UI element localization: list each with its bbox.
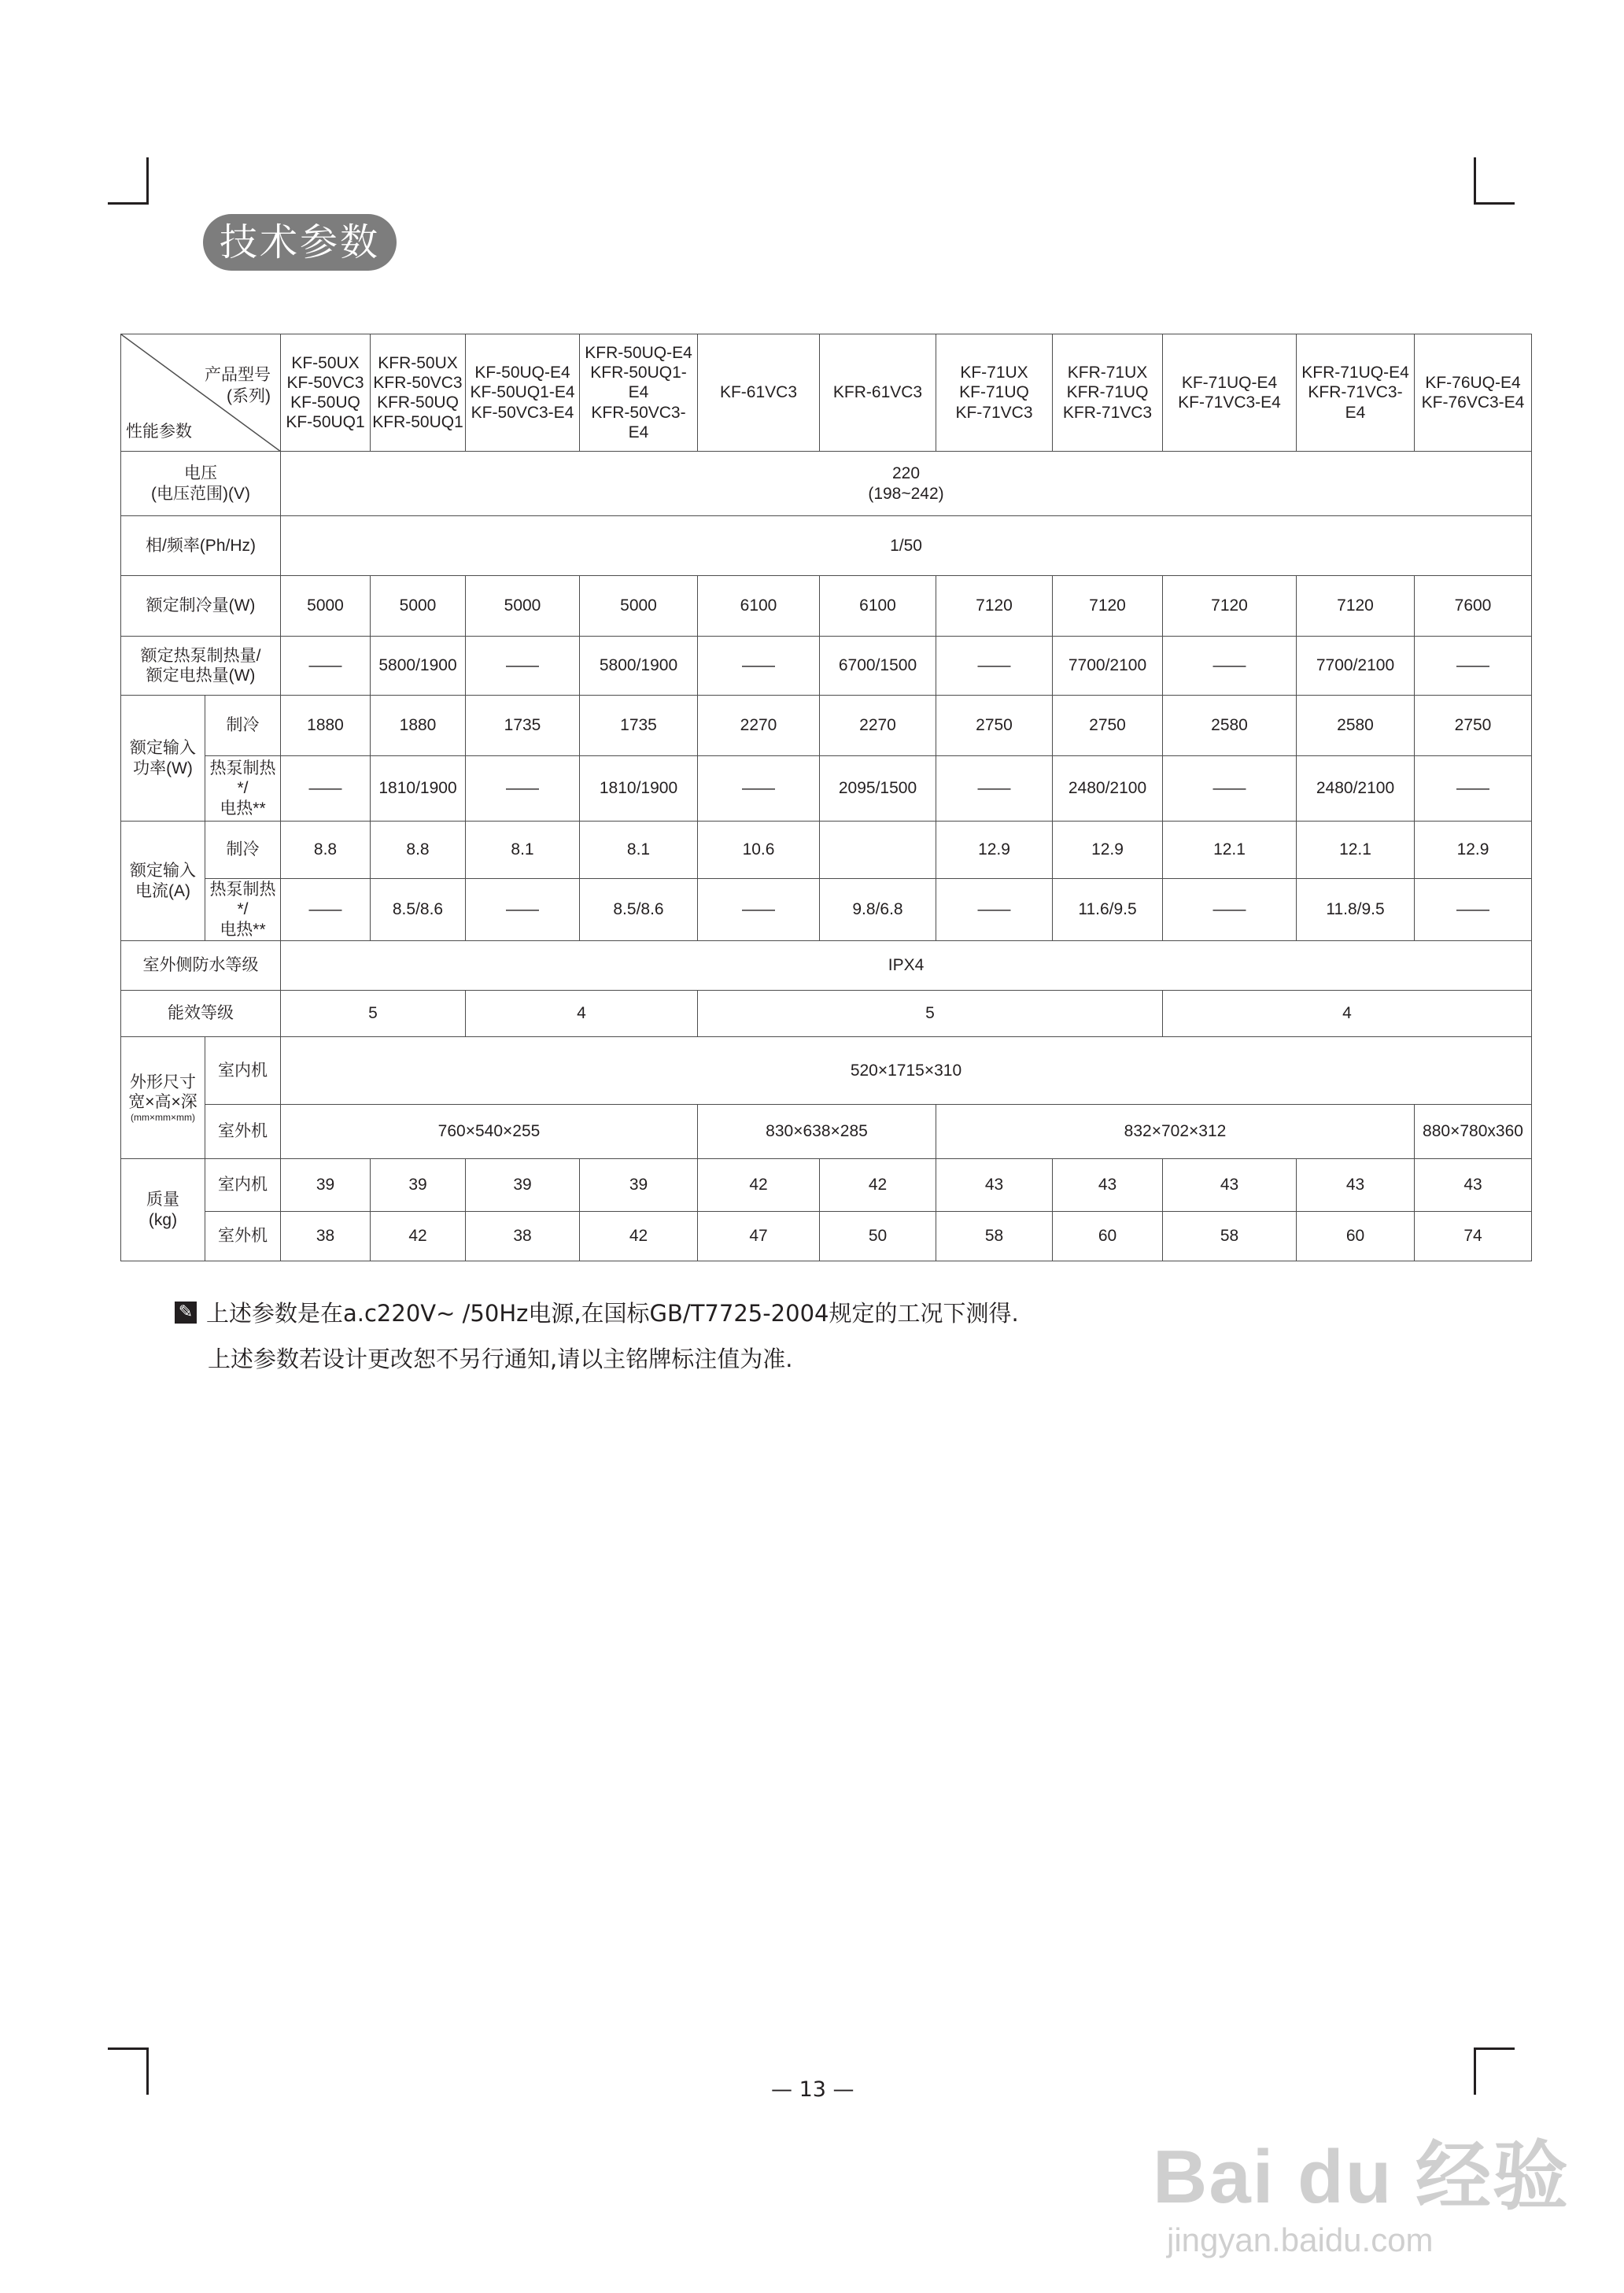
energy-grade-label: 能效等级 [121,991,281,1037]
model-cell: KF-50UQ-E4 KF-50UQ1-E4 KF-50VC3-E4 [466,334,580,452]
weight-outdoor-label: 室外机 [205,1212,281,1261]
weight-indoor-cell: 43 [1415,1159,1532,1212]
cooling-capacity-label: 额定制冷量(W) [121,576,281,637]
input-power-cool-cell: 2750 [936,696,1053,756]
weight-outdoor-cell: 60 [1053,1212,1163,1261]
input-power-cool-cell: 2270 [820,696,936,756]
heating-capacity-cell: 5800/1900 [580,637,698,696]
cooling-capacity-cell: 5000 [281,576,371,637]
note-line-1: ✎ 上述参数是在a.c220V~ /50Hz电源,在国标GB/T7725-2004规定的工况下测得. [175,1291,1019,1336]
cooling-capacity-cell: 7120 [1297,576,1415,637]
voltage-row [121,452,1532,516]
input-current-cool-cell: 12.1 [1163,822,1297,879]
input-power-cool-label: 制冷 [205,696,281,756]
input-current-heat-cell: —— [466,879,580,941]
watermark-brand: Bai du 经验 [1153,2135,1570,2219]
weight-outdoor-cell: 74 [1415,1212,1532,1261]
input-current-heat-cell: —— [698,879,820,941]
cooling-capacity-cell: 7120 [1053,576,1163,637]
energy-grade-cell: 4 [466,991,698,1037]
waterproof-label: 室外侧防水等级 [121,941,281,991]
heating-capacity-label: 额定热泵制热量/ 额定电热量(W) [121,637,281,696]
input-power-heat-cell: 1810/1900 [371,756,466,822]
input-power-heat-row [121,756,1532,822]
model-cell: KF-61VC3 [698,334,820,452]
waterproof-row [121,941,1532,991]
heating-capacity-cell: 7700/2100 [1297,637,1415,696]
cooling-capacity-cell: 7600 [1415,576,1532,637]
crop-mark-top-right-h [1474,202,1515,205]
corner-performance: 性能参数 [126,422,192,441]
voltage-label: 电压 (电压范围)(V) [121,452,281,516]
cooling-capacity-cell: 5000 [466,576,580,637]
weight-indoor-cell: 39 [580,1159,698,1212]
input-current-heat-cell: —— [1163,879,1297,941]
notes [175,1291,1019,1382]
input-power-heat-cell: —— [936,756,1053,822]
weight-indoor-row [121,1159,1532,1212]
heating-capacity-row [121,637,1532,696]
input-power-heat-cell: —— [281,756,371,822]
weight-indoor-cell: 43 [1163,1159,1297,1212]
weight-outdoor-cell: 42 [371,1212,466,1261]
heating-capacity-cell: —— [936,637,1053,696]
heating-capacity-cell: —— [698,637,820,696]
weight-indoor-cell: 43 [1297,1159,1415,1212]
cooling-capacity-cell: 5000 [580,576,698,637]
crop-mark-bottom-right-v [1474,2047,1476,2095]
dimensions-outdoor-cell: 832×702×312 [936,1105,1415,1159]
dimensions-outdoor-label: 室外机 [205,1105,281,1159]
dimensions-outdoor-cell: 880×780x360 [1415,1105,1532,1159]
input-power-heat-label: 热泵制热*/ 电热** [205,756,281,822]
weight-indoor-cell: 39 [371,1159,466,1212]
input-current-cool-cell: 12.9 [936,822,1053,879]
input-power-cool-cell: 2750 [1053,696,1163,756]
weight-indoor-cell: 43 [936,1159,1053,1212]
input-current-heat-cell: 8.5/8.6 [580,879,698,941]
cooling-capacity-cell: 6100 [698,576,820,637]
input-current-cool-cell: 8.1 [466,822,580,879]
input-power-cool-cell: 1880 [371,696,466,756]
weight-outdoor-row [121,1212,1532,1261]
input-power-cool-cell: 2270 [698,696,820,756]
watermark-url: jingyan.baidu.com [1167,2221,1434,2258]
input-power-cool-row [121,696,1532,756]
input-current-cool-cell: 12.9 [1053,822,1163,879]
model-cell: KF-71UQ-E4 KF-71VC3-E4 [1163,334,1297,452]
model-cell: KFR-71UQ-E4 KFR-71VC3-E4 [1297,334,1415,452]
cooling-capacity-row [121,576,1532,637]
model-row [121,334,1532,452]
input-current-heat-cell: —— [936,879,1053,941]
voltage-value: 220 (198~242) [281,452,1532,516]
spec-table [120,334,1532,1261]
corner-product-model: 产品型号 [205,366,271,384]
weight-indoor-label: 室内机 [205,1159,281,1212]
section-title: 技术参数 [203,214,397,271]
input-current-cool-row [121,822,1532,879]
weight-indoor-cell: 42 [698,1159,820,1212]
input-current-cool-cell: 8.1 [580,822,698,879]
table-corner-header [121,334,281,452]
dimensions-outdoor-cell: 830×638×285 [698,1105,936,1159]
model-cell: KF-76UQ-E4 KF-76VC3-E4 [1415,334,1532,452]
heating-capacity-cell: —— [466,637,580,696]
input-power-cool-cell: 1880 [281,696,371,756]
weight-outdoor-cell: 38 [466,1212,580,1261]
model-cell: KFR-61VC3 [820,334,936,452]
pencil-note-icon: ✎ [175,1302,197,1324]
model-cell: KFR-50UQ-E4 KFR-50UQ1-E4 KFR-50VC3-E4 [580,334,698,452]
input-current-heat-cell: 8.5/8.6 [371,879,466,941]
input-current-heat-row [121,879,1532,941]
input-power-heat-cell: —— [1163,756,1297,822]
heating-capacity-cell: 6700/1500 [820,637,936,696]
note-line-2: 上述参数若设计更改恕不另行通知,请以主铭牌标注值为准. [208,1346,793,1372]
input-current-cool-cell: 8.8 [371,822,466,879]
input-current-heat-cell: 11.8/9.5 [1297,879,1415,941]
input-power-cool-cell: 2580 [1163,696,1297,756]
cooling-capacity-cell: 7120 [936,576,1053,637]
input-current-cool-label: 制冷 [205,822,281,879]
heating-capacity-cell: 5800/1900 [371,637,466,696]
energy-grade-row [121,991,1532,1037]
input-current-cool-cell: 10.6 [698,822,820,879]
heating-capacity-cell: —— [281,637,371,696]
energy-grade-cell: 5 [698,991,1163,1037]
heating-capacity-cell: —— [1415,637,1532,696]
input-current-cool-cell: 8.8 [281,822,371,879]
input-power-cool-cell: 2580 [1297,696,1415,756]
input-power-cool-cell: 1735 [466,696,580,756]
corner-series: (系列) [227,387,271,406]
input-current-cool-cell: 12.9 [1415,822,1532,879]
dimensions-label: 外形尺寸 宽×高×深 (mm×mm×mm) [121,1037,205,1159]
weight-indoor-cell: 43 [1053,1159,1163,1212]
weight-indoor-cell: 39 [466,1159,580,1212]
input-power-cool-cell: 2750 [1415,696,1532,756]
weight-outdoor-cell: 50 [820,1212,936,1261]
input-power-heat-cell: —— [1415,756,1532,822]
weight-outdoor-cell: 38 [281,1212,371,1261]
input-current-label: 额定输入 电流(A) [121,822,205,941]
dimensions-indoor-row [121,1037,1532,1105]
dimensions-indoor-label: 室内机 [205,1037,281,1105]
phase-label: 相/频率(Ph/Hz) [121,516,281,576]
input-current-heat-cell: 9.8/6.8 [820,879,936,941]
dimensions-outdoor-cell: 760×540×255 [281,1105,698,1159]
energy-grade-cell: 4 [1163,991,1532,1037]
weight-outdoor-cell: 58 [936,1212,1053,1261]
model-cell: KF-50UX KF-50VC3 KF-50UQ KF-50UQ1 [281,334,371,452]
model-cell: KF-71UX KF-71UQ KF-71VC3 [936,334,1053,452]
weight-outdoor-cell: 42 [580,1212,698,1261]
weight-outdoor-cell: 60 [1297,1212,1415,1261]
weight-label: 质量 (kg) [121,1159,205,1261]
weight-indoor-cell: 42 [820,1159,936,1212]
input-power-heat-cell: —— [698,756,820,822]
waterproof-value: IPX4 [281,941,1532,991]
input-current-cool-cell [820,822,936,879]
input-current-heat-cell: 11.6/9.5 [1053,879,1163,941]
heating-capacity-cell: —— [1163,637,1297,696]
input-power-heat-cell: 2095/1500 [820,756,936,822]
input-power-heat-cell: —— [466,756,580,822]
input-current-heat-cell: —— [1415,879,1532,941]
input-current-cool-cell: 12.1 [1297,822,1415,879]
input-current-heat-label: 热泵制热*/ 电热** [205,879,281,941]
weight-indoor-cell: 39 [281,1159,371,1212]
energy-grade-cell: 5 [281,991,466,1037]
phase-value: 1/50 [281,516,1532,576]
crop-mark-bottom-right-h [1474,2047,1515,2050]
dimensions-outdoor-row [121,1105,1532,1159]
dimensions-indoor-value: 520×1715×310 [281,1037,1532,1105]
input-power-heat-cell: 2480/2100 [1297,756,1415,822]
cooling-capacity-cell: 7120 [1163,576,1297,637]
crop-mark-top-right-v [1474,157,1476,205]
model-cell: KFR-50UX KFR-50VC3 KFR-50UQ KFR-50UQ1 [371,334,466,452]
cooling-capacity-cell: 6100 [820,576,936,637]
input-power-label: 额定输入 功率(W) [121,696,205,822]
cooling-capacity-cell: 5000 [371,576,466,637]
crop-mark-bottom-left-v [146,2047,149,2095]
weight-outdoor-cell: 47 [698,1212,820,1261]
crop-mark-top-left-h [108,202,149,205]
crop-mark-top-left-v [146,157,149,205]
input-power-heat-cell: 2480/2100 [1053,756,1163,822]
input-power-heat-cell: 1810/1900 [580,756,698,822]
page-number: — 13 — [771,2077,854,2102]
input-power-cool-cell: 1735 [580,696,698,756]
model-cell: KFR-71UX KFR-71UQ KFR-71VC3 [1053,334,1163,452]
phase-row [121,516,1532,576]
weight-outdoor-cell: 58 [1163,1212,1297,1261]
crop-mark-bottom-left-h [108,2047,149,2050]
baidu-jingyan-watermark [1153,2117,1570,2259]
heating-capacity-cell: 7700/2100 [1053,637,1163,696]
input-current-heat-cell: —— [281,879,371,941]
